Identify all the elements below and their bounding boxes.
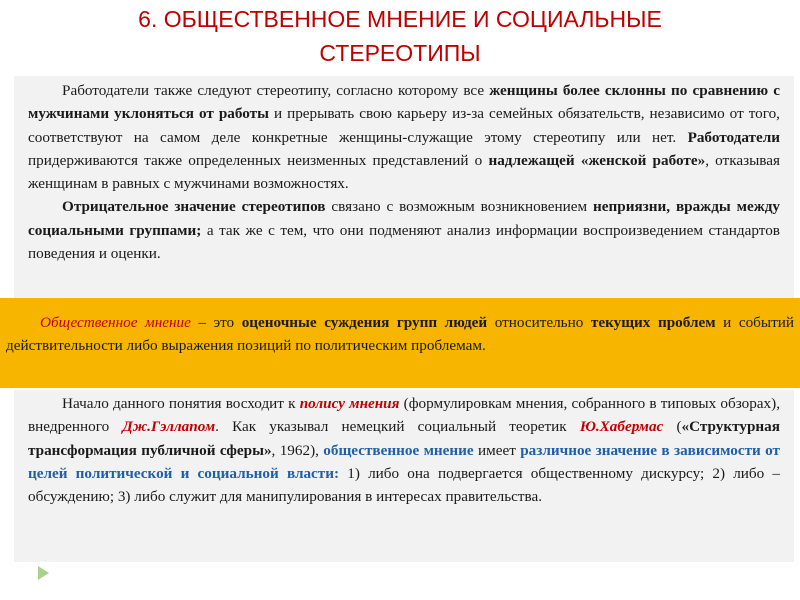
emphasis-text: различное значение в зависимости от целей политической и социальной власти: [28,441,781,482]
text-run: Работодатели также следуют стереотипу, согласно которому все [62,82,490,99]
origin-text-block [14,390,794,562]
emphasis-text: Отрицательное значение стереотипов [62,198,326,216]
triangle-right-icon[interactable] [38,566,49,580]
emphasis-text: оценочные суждения групп людей [241,314,488,331]
stereotypes-text-block [14,76,794,298]
negative-meaning-paragraph [28,195,780,265]
text-run: относительно [487,314,591,331]
text-run: и событий действительности либо выражения позиций по политическим проблемам. [6,314,794,355]
emphasis-text: Работодатели [687,128,780,146]
term-text: Общественное мнение [40,314,191,331]
text-run: . Как указывал немецкий социальный теоретик [215,418,580,436]
text-run: и прерывать свою карьеру из-за семейных обязательств, независимо от того, соответствуют на самом деле конкретные женщины-служащие этому стереотипу или нет. [28,105,780,146]
slide-title [0,0,800,74]
term-text: общественное мнение [323,441,474,459]
title-line-1: 6. ОБЩЕСТВЕННОЕ МНЕНИЕ И СОЦИАЛЬНЫЕ [138,6,662,32]
text-run: – это [190,314,242,331]
text-run: (формулировкам мнения, собранного в типовых обзорах), внедренного [28,395,780,436]
text-run: связано с возможным возникновением [325,198,593,216]
title-line-2: СТЕРЕОТИПЫ [319,40,481,66]
emphasis-text: текущих проблем [590,314,716,331]
person-name: Дж.Гэллапом [122,418,216,436]
employers-paragraph [28,79,780,195]
text-run: 1) либо она подвергается общественному дискурсу; 2) либо – обсуждению; 3) либо служит для манипулирования в интересах правительства. [28,464,781,506]
emphasis-text: надлежащей «женской работе» [488,151,706,169]
emphasis-text: женщины более склонны по сравнению с мужчинами уклоняться от работы [28,82,780,123]
definition-paragraph [6,311,794,358]
emphasis-text: неприязни, вражды между социальными группами; [28,198,780,239]
person-name: Ю.Хабермас [579,418,664,436]
text-run: , отказывая женщинам в равных с мужчинами возможностях. [28,151,780,193]
text-run: придерживаются также определенных неизменных представлений о [28,151,489,169]
text-run: имеет [473,441,521,459]
book-title: «Структурная трансформация публичной сферы» [28,418,780,459]
term-text: полису мнения [299,395,400,412]
text-run: а так же с тем, что они подменяют анализ информации воспроизведением стандартов поведения и оценки. [28,221,780,263]
origin-paragraph [28,392,780,508]
text-run: ( [663,418,682,436]
definition-highlight-block [0,298,800,388]
text-run: Начало данного понятия восходит к [62,395,300,412]
text-run: , 1962), [271,441,324,459]
